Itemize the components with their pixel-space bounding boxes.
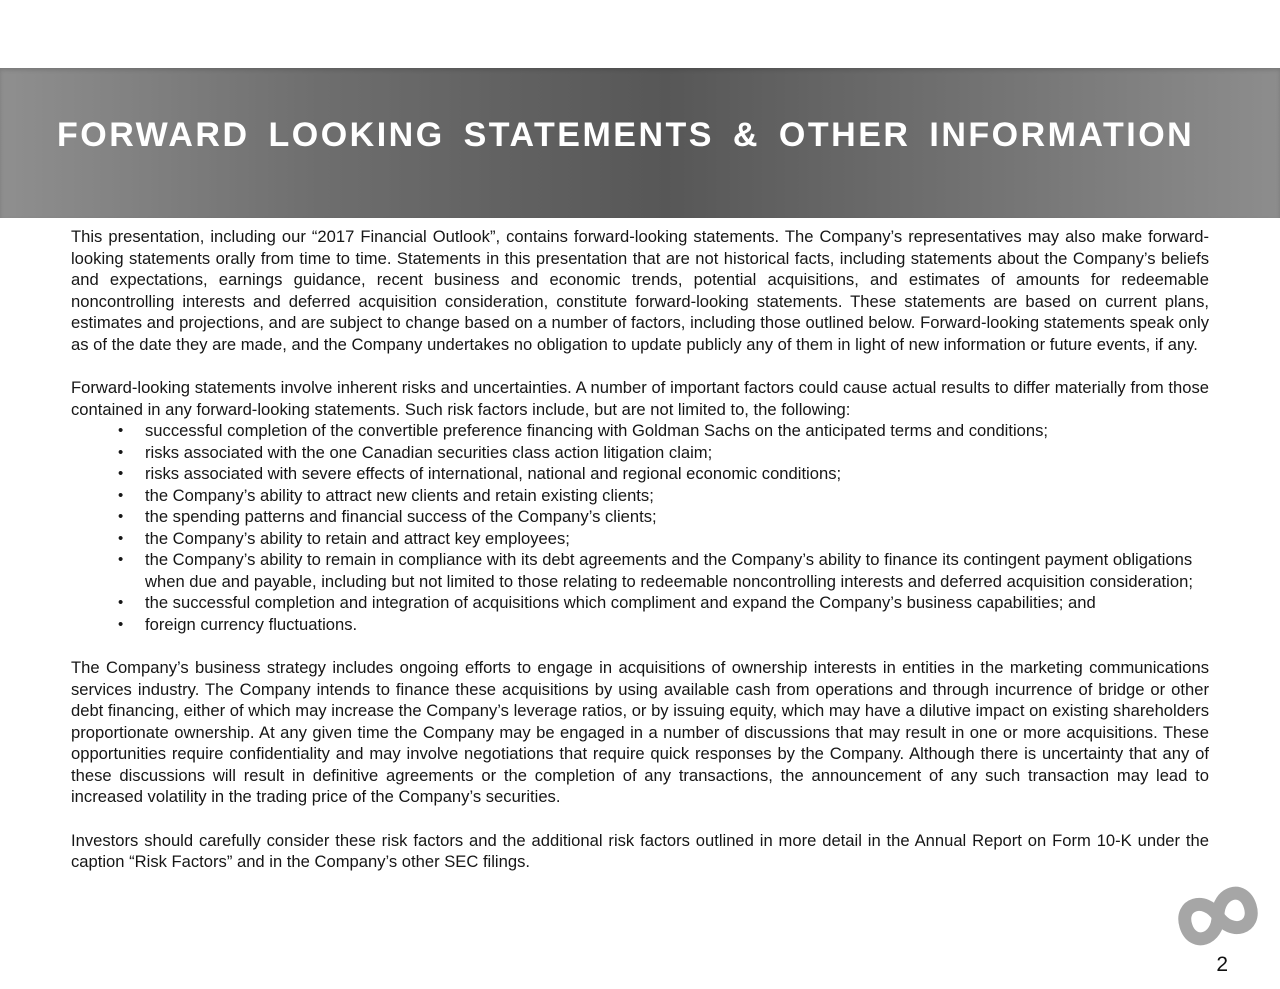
risk-factor-item: • the successful completion and integration of acquisitions which compliment and expand the Company’s business capabilities; and [145, 592, 1209, 614]
infinity-icon [1161, 865, 1276, 968]
paragraph-forward-looking-intro: This presentation, including our “2017 Financial Outlook”, contains forward-looking statements. The Company’s representatives may also make forward-looking statements orally from time to time. Statements in this presentation that are not historical facts, including statements about the Company’s beliefs and expectations, earnings guidance, recent business and economic trends, potential acquisitions, and estimates of amounts for redeemable noncontrolling interests and deferred acquisition consideration, constitute forward-looking statements. These statements are based on current plans, estimates and projections, and are subject to change based on a number of factors, including those outlined below. Forward-looking statements speak only as of the date they are made, and the Company undertakes no obligation to update publicly any of them in light of new information or future events, if any. [71, 227, 1209, 354]
page-number: 2 [1216, 953, 1228, 976]
risk-factor-item: • the spending patterns and financial success of the Company’s clients; [145, 506, 1209, 528]
paragraph-risk-factors-intro: Forward-looking statements involve inherent risks and uncertainties. A number of important factors could cause actual results to differ materially from those contained in any forward-looking statements. Such risk factors include, but are not limited to, the following: [71, 378, 1209, 419]
risk-factor-item: • risks associated with severe effects of international, national and regional economic conditions; [145, 463, 1209, 485]
risk-factor-item: • successful completion of the convertible preference financing with Goldman Sachs on the anticipated terms and conditions; [145, 420, 1209, 442]
risk-factor-item: • foreign currency fluctuations. [145, 614, 1209, 636]
paragraph-investors-note: Investors should carefully consider these risk factors and the additional risk factors outlined in more detail in the Annual Report on Form 10-K under the caption “Risk Factors” and in the Company’s other SEC filings. [71, 830, 1209, 871]
risk-factor-item: • the Company’s ability to remain in compliance with its debt agreements and the Company’s ability to finance its contingent payment obligations when due and payable, including but not limited to those relating to redeemable noncontrolling interests and deferred acquisition consideration; [145, 549, 1209, 592]
slide-body [71, 226, 1209, 873]
risk-factor-item: • the Company’s ability to attract new clients and retain existing clients; [145, 485, 1209, 507]
title-band [0, 68, 1280, 218]
risk-factor-item: • the Company’s ability to retain and attract key employees; [145, 528, 1209, 550]
slide-title: FORWARD LOOKING STATEMENTS & OTHER INFORMATION [57, 116, 1195, 154]
risk-factors-list [71, 420, 1209, 635]
risk-factor-item: • risks associated with the one Canadian securities class action litigation claim; [145, 442, 1209, 464]
paragraph-business-strategy: The Company’s business strategy includes ongoing efforts to engage in acquisitions of ownership interests in entities in the marketing communications services industry. The Company intends to finance these acquisitions by using available cash from operations and through incurrence of bridge or other debt financing, either of which may increase the Company’s leverage ratios, or by issuing equity, which may have a dilutive impact on existing shareholders proportionate ownership. At any given time the Company may be engaged in a number of discussions that may result in one or more acquisitions. These opportunities require confidentiality and may involve negotiations that require quick responses by the Company. Although there is uncertainty that any of these discussions will result in definitive agreements or the completion of any transactions, the announcement of any such transaction may lead to increased volatility in the trading price of the Company’s securities. [71, 658, 1209, 806]
